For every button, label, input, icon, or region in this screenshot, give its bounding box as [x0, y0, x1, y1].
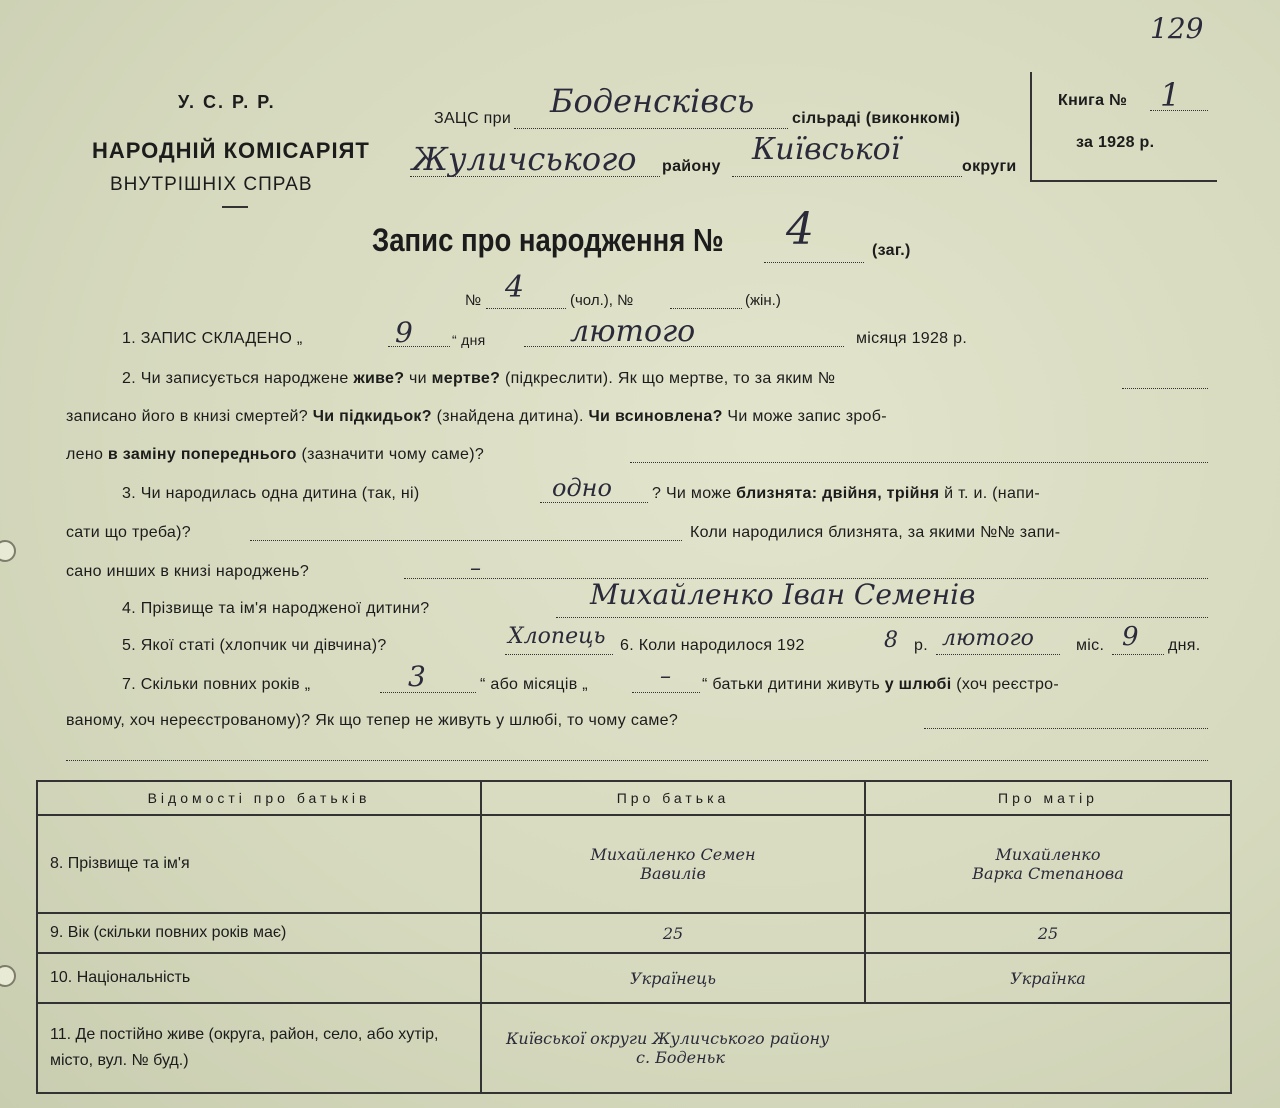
item-2-reason-line [630, 462, 1208, 463]
district-handwritten: Жуличського [412, 140, 637, 178]
item-4-line [556, 617, 1208, 618]
male-number-handwritten: 4 [505, 270, 525, 305]
item-5-label: 5. Якої статі (хлопчик чи дівчина)? [122, 637, 387, 654]
item-2-text-b: записано його в книзі смертей? Чи підкидьок? (знайдена дитина). Чи всиновлена? Чи може запис зроб- [66, 408, 887, 425]
department-label: ВНУТРІШНІХ СПРАВ [110, 174, 313, 195]
female-label: (жін.) [745, 292, 781, 309]
item-7-years-line [380, 692, 476, 693]
residence-cell: Київської округи Жуличського району с. Боденьк [481, 1003, 1231, 1093]
zats-prefix: ЗАЦС при [434, 110, 512, 127]
ussr-label: У. С. Р. Р. [178, 92, 276, 112]
book-number-line [1150, 110, 1208, 111]
item-2-number-line [1122, 388, 1208, 389]
okruha-handwritten: Київської [752, 132, 901, 167]
item-1-prefix: 1. ЗАПИС СКЛАДЕНО „ [122, 330, 303, 347]
item-1-day-label: “ дня [452, 332, 486, 348]
table-row [37, 1003, 1231, 1093]
col-header-mother: Про матір [865, 781, 1231, 815]
table-row [37, 913, 1231, 953]
item-3-text-b1: сати що треба)? [66, 524, 191, 541]
item-6-r: р. [914, 637, 928, 654]
item-2-text-c: лено в заміну попереднього (зазначити чому саме)? [66, 446, 485, 463]
table-row [37, 815, 1231, 913]
commissariat-label: НАРОДНІЙ КОМІСАРІЯТ [92, 138, 370, 163]
item-7-text-a: “ батьки дитини живуть у шлюбі (хоч реєстро- [702, 676, 1060, 693]
female-number-line [670, 308, 742, 309]
item-6-day-line [1112, 654, 1164, 655]
mother-name-cell: Михайленко Варка Степанова [865, 815, 1231, 913]
item-7-months-line [632, 692, 700, 693]
item-7-extra-line [66, 760, 1208, 761]
item-6-year-handwritten: 8 [884, 628, 898, 653]
page-number: 129 [1150, 12, 1204, 45]
item-2-text: 2. Чи записується народжене живе? чи мертве? (підкреслити). Як що мертве, то за яким № [122, 370, 836, 387]
item-5-handwritten: Хлопець [508, 624, 606, 649]
book-year: за 1928 р. [1076, 134, 1155, 151]
title-suffix: (заг.) [872, 242, 911, 259]
item-6-dnia: дня. [1168, 637, 1201, 654]
item-7-reason-line [924, 728, 1208, 729]
item-3-text-c1: сано инших в книзі народжень? [66, 563, 310, 580]
mother-age-cell: 25 [865, 913, 1231, 953]
item-1-suffix: місяця 1928 р. [856, 330, 968, 347]
okruha-line [732, 176, 962, 177]
item-4-handwritten: Михайленко Іван Семенів [590, 578, 976, 611]
book-label: Книга № [1058, 92, 1128, 109]
item-6-day-handwritten: 9 [1122, 622, 1139, 652]
book-box [1030, 72, 1217, 182]
male-number-line [486, 308, 566, 309]
item-7-text-b1: ваному, хоч нереєстрованому)? Як що тепер не живуть у шлюбі, то чому саме? [66, 712, 679, 729]
male-label: (чол.), № [570, 292, 634, 309]
item-3-text-a1: 3. Чи народилась одна дитина (так, ні) [122, 485, 420, 502]
item-7-years-handwritten: 3 [408, 660, 426, 693]
row-label: 9. Вік (скільки повних років має) [37, 913, 481, 953]
col-header-info: Відомості про батьків [37, 781, 481, 815]
item-1-day-handwritten: 9 [395, 316, 413, 349]
mother-nationality-cell: Українка [865, 953, 1231, 1003]
parents-info-table [36, 780, 1232, 1094]
item-6-month-handwritten: лютого [942, 626, 1034, 651]
item-6-month-line [936, 654, 1060, 655]
village-line [514, 128, 788, 129]
item-3-text-a: ? Чи може близнята: двійня, трійня й т. и. (напи- [652, 485, 1040, 502]
village-council-label: сільраді (виконкомі) [792, 110, 961, 127]
col-header-father: Про батька [481, 781, 865, 815]
item-4-label: 4. Прізвище та ім'я народженої дитини? [122, 600, 430, 617]
punch-hole [0, 965, 16, 987]
item-3-others-handwritten: – [470, 556, 481, 581]
row-label: 11. Де постійно живе (округа, район, село, або хутір, місто, вул. № буд.) [37, 1003, 481, 1093]
row-label: 8. Прізвище та ім'я [37, 815, 481, 913]
village-handwritten: Боденсківсь [550, 82, 755, 120]
title-number-handwritten: 4 [786, 204, 814, 255]
district-label: району [662, 158, 721, 175]
item-7-text-a1: 7. Скільки повних років „ [122, 676, 311, 693]
item-3-twins-line [250, 540, 682, 541]
table-row [37, 953, 1231, 1003]
title-number-line [764, 262, 864, 263]
okruha-label: округи [962, 158, 1017, 175]
item-5-line [505, 654, 613, 655]
item-7-months-handwritten: – [660, 664, 671, 689]
record-title: Запис про народження № [372, 222, 724, 258]
father-name-cell: Михайленко Семен Вавилів [481, 815, 865, 913]
subtitle-no: № [465, 292, 482, 309]
divider [222, 206, 248, 208]
item-3-answer-line [540, 502, 648, 503]
item-6-label: 6. Коли народилося 192 [620, 637, 805, 654]
father-nationality-cell: Українець [481, 953, 865, 1003]
punch-hole [0, 540, 16, 562]
book-number-handwritten: 1 [1160, 76, 1181, 114]
item-6-mis: міс. [1076, 637, 1105, 654]
father-age-cell: 25 [481, 913, 865, 953]
row-label: 10. Національність [37, 953, 481, 1003]
item-3-answer-handwritten: одно [552, 474, 612, 502]
item-1-month-handwritten: лютого [570, 314, 696, 349]
item-7-text-a2: “ або місяців „ [480, 676, 588, 693]
item-3-text-b2: Коли народилися близнята, за якими №№ запи- [690, 524, 1061, 541]
